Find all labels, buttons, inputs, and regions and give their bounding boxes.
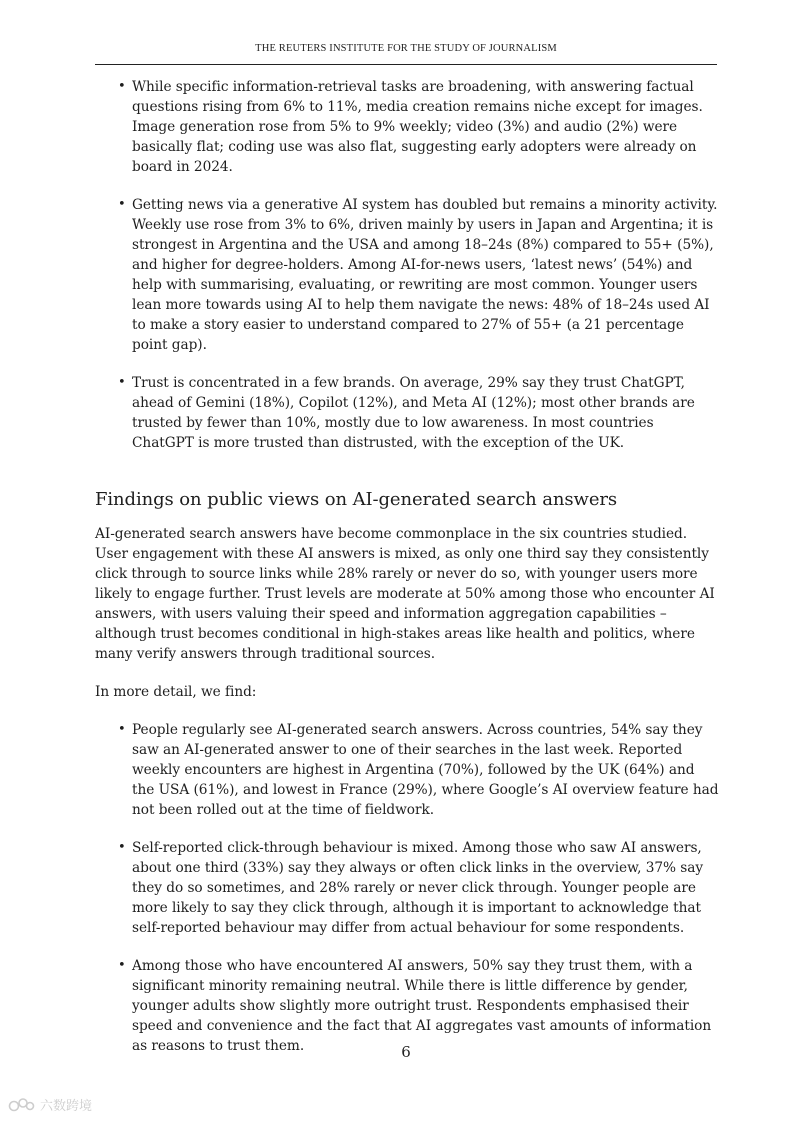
list-item [118, 195, 719, 355]
top-bullet-list [95, 77, 719, 453]
list-item-text: People regularly see AI-generated search answers. Across countries, 54% say they saw an AI-generated answer to one of their searches in the last week. Reported weekly encounters are highest in Argentina (70%), followed by the UK (64%) and the USA (61%), and lowest in France (29%), where Google’s AI overview feature had not been rolled out at the time of fieldwork. [132, 722, 719, 818]
running-header: THE REUTERS INSTITUTE FOR THE STUDY OF JOURNALISM [255, 43, 557, 54]
bullet-icon: • [118, 375, 126, 390]
list-item-text: While specific information-retrieval tasks are broadening, with answering factual questions rising from 6% to 11%, media creation remains niche except for images. Image generation rose from 5% to 9% weekly; video (3%) and audio (2%) were basically flat; coding use was also flat, suggesting early adopters were already on board in 2024. [132, 79, 703, 175]
list-item-text: Trust is concentrated in a few brands. On average, 29% say they trust ChatGPT, ahead of Gemini (18%), Copilot (12%), and Meta AI (12%); most other brands are trusted by fewer than 10%, mostly due to low awareness. In most countries ChatGPT is more trusted than distrusted, with the exception of the UK. [132, 375, 695, 451]
list-item-text: Among those who have encountered AI answers, 50% say they trust them, with a significant minority remaining neutral. While there is little difference by gender, younger adults show slightly more outright trust. Respondents emphasised their speed and convenience and the fact that AI aggregates vast amounts of information as reasons to trust them. [132, 958, 712, 1054]
list-item [118, 956, 719, 1056]
bullet-icon: • [118, 79, 126, 94]
intro-paragraph: AI-generated search answers have become commonplace in the six countries studied. User engagement with these AI answers is mixed, as only one third say they consistently click through to source links while 28% rarely or never do so, with younger users more likely to engage further. Trust levels are moderate at 50% among those who encounter AI answers, with users valuing their speed and information aggregation capabilities – although trust becomes conditional in high-stakes areas like health and politics, where many verify answers through traditional sources. [95, 526, 715, 662]
page-number: 6 [401, 1043, 411, 1061]
header-divider [95, 64, 717, 65]
lead-in-paragraph: In more detail, we find: [95, 684, 257, 700]
list-item [118, 838, 719, 938]
list-item-text: Getting news via a generative AI system has doubled but remains a minority activity. Weekly use rose from 3% to 6%, driven mainly by users in Japan and Argentina; it is strongest in Argentina and the USA and among 18–24s (8%) compared to 55+ (5%), and higher for degree-holders. Among AI-for-news users, ‘latest news’ (54%) and help with summarising, evaluating, or rewriting are most common. Younger users lean more towards using AI to help them navigate the news: 48% of 18–24s used AI to make a story easier to understand compared to 27% of 55+ (a 21 percentage point gap). [132, 197, 718, 353]
bottom-bullet-list [95, 720, 719, 1056]
page-content [95, 77, 719, 1074]
list-item [118, 373, 719, 453]
watermark [8, 1095, 92, 1114]
section-heading: Findings on public views on AI-generated search answers [95, 489, 618, 510]
bullet-icon: • [118, 840, 126, 855]
bullet-icon: • [118, 197, 126, 212]
list-item [118, 77, 719, 177]
list-item-text: Self-reported click-through behaviour is mixed. Among those who saw AI answers, about one third (33%) say they always or often click links in the overview, 37% say they do so sometimes, and 28% rarely or never click through. Younger people are more likely to say they click through, although it is important to acknowledge that self-reported behaviour may differ from actual behaviour for some respondents. [132, 840, 704, 936]
watermark-text: 六数跨境 [40, 1099, 93, 1114]
list-item [118, 720, 719, 820]
bullet-icon: • [118, 722, 126, 737]
watermark-logo-icon [8, 1097, 36, 1113]
bullet-icon: • [118, 958, 126, 973]
